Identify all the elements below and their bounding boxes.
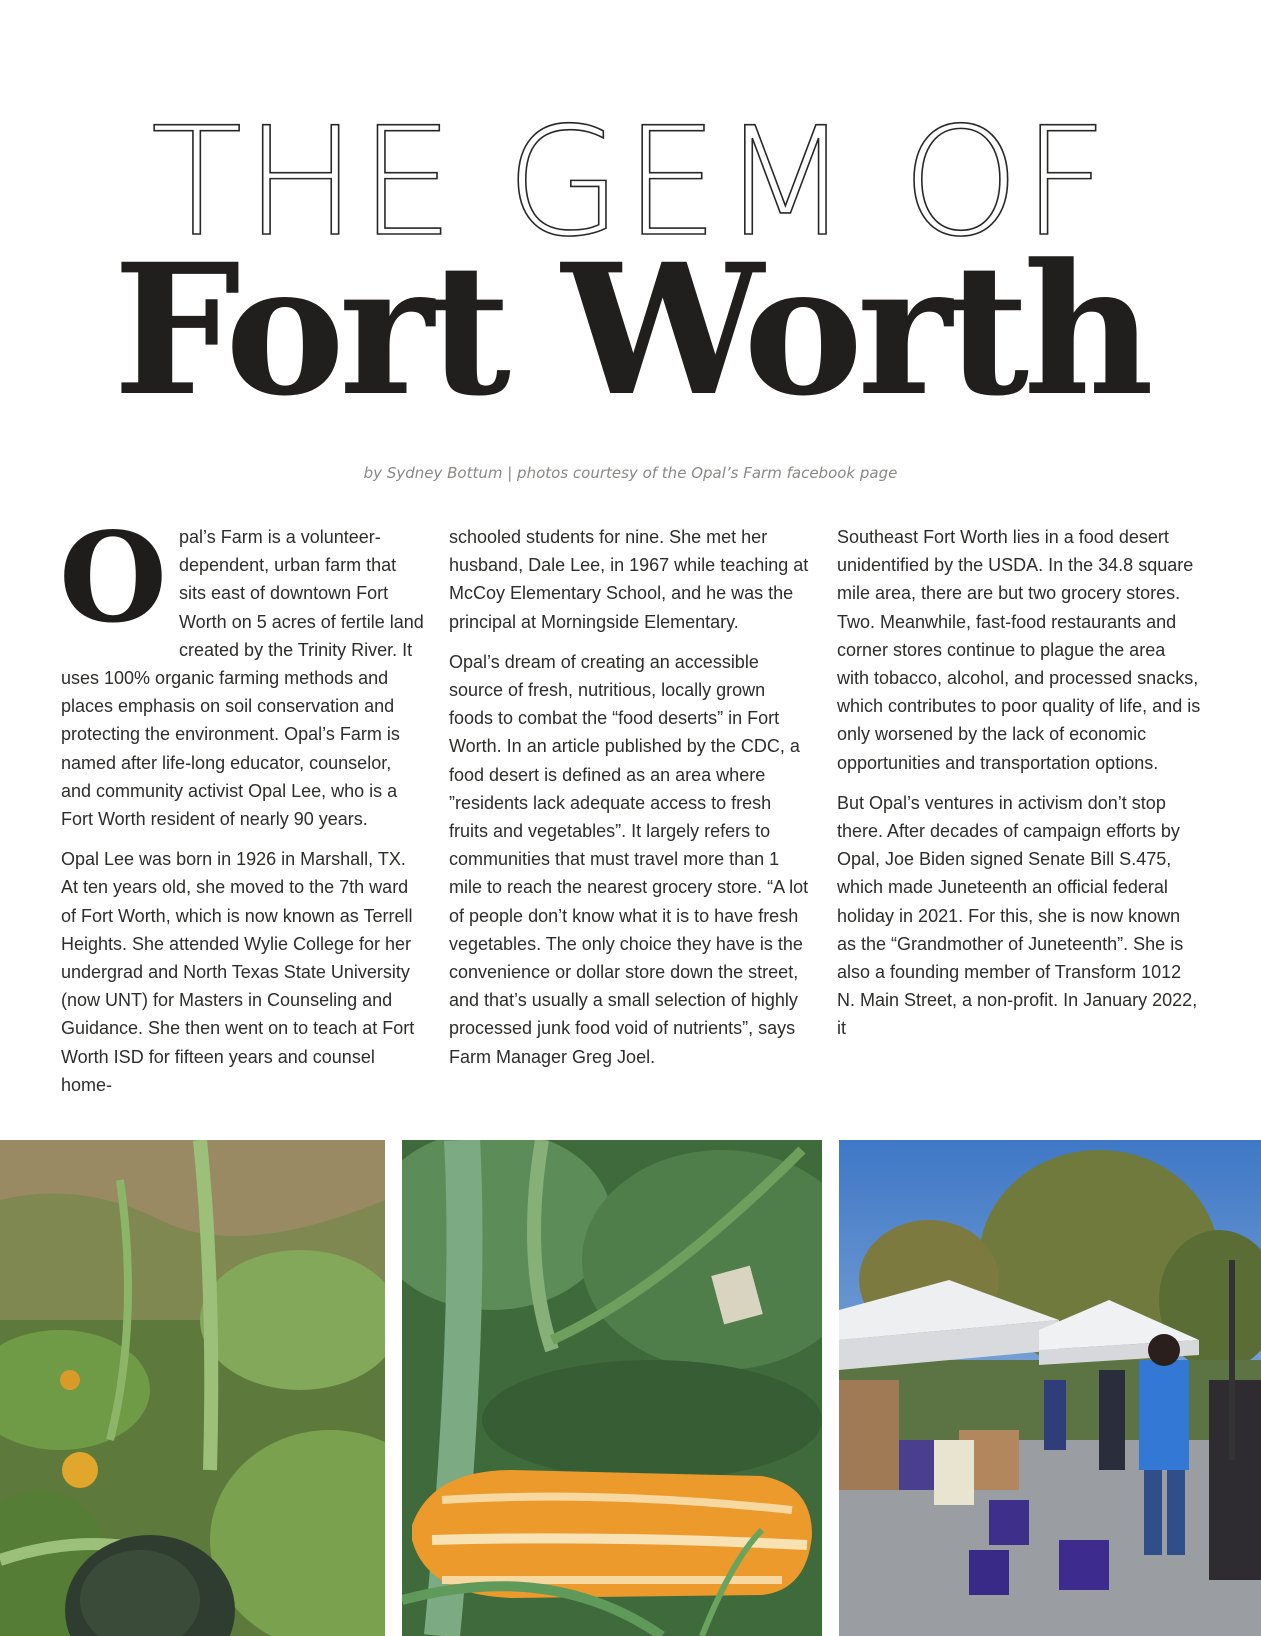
column-2-paragraph-1: schooled students for nine. She met her husband, Dale Lee, in 1967 while teaching at McCoy Elementary School, and he was the principal at Morningside Elementary. xyxy=(449,527,809,632)
page-title-line1: THE GEM OF xyxy=(150,96,1111,270)
column-3-paragraph-1: Southeast Fort Worth lies in a food desert unidentified by the USDA. In the 34.8 square mile area, there are but two grocery stores. Two. Meanwhile, fast-food restaurants and corner stores continue to plague the area with tobacco, alcohol, and processed snacks, which contributes to poor quality of life, and is only worsened by the lack of economic opportunities and transportation options. xyxy=(837,527,1201,773)
photo-orange-squash xyxy=(402,1140,822,1636)
byline: by Sydney Bottum | photos courtesy of the Opal’s Farm facebook page xyxy=(363,464,898,482)
article-column-3 xyxy=(837,523,1202,1055)
column-1-paragraph-1 xyxy=(59,506,426,833)
drop-cap: O xyxy=(59,506,168,651)
page-title-line2: Fort Worth xyxy=(112,225,1149,436)
article-column-2 xyxy=(449,523,814,1083)
column-2-paragraph-2: Opal’s dream of creating an accessible source of fresh, nutritious, locally grown foods to combat the “food deserts” in Fort Worth. In an article published by the CDC, a food desert is defined as an area where ”residents lack adequate access to fresh fruits and vegetables”. It largely refers to communities that must travel more than 1 mile to reach the nearest grocery store. “A lot of people don’t know what it is to have fresh vegetables. The only choice they have is the convenience or dollar store down the street, and that’s usually a small selection of highly processed junk food void of nutrients”, says Farm Manager Greg Joel. xyxy=(449,651,809,1067)
photo-food-distribution xyxy=(839,1140,1261,1636)
paragraph-text: pal’s Farm is a volunteer-dependent, urban farm that sits east of downtown Fort Worth on 5 acres of fertile land created by the Trinity River. It uses 100% organic farming methods and places emphasis on soil conservation and protecting the environment. Opal’s Farm is named after life-long educator, counselor, and community activist Opal Lee, who is a Fort Worth resident of nearly 90 years. xyxy=(61,527,424,830)
column-3-paragraph-2: But Opal’s ventures in activism don’t stop there. After decades of campaign efforts by Opal, Joe Biden signed Senate Bill S.475, which made Juneteenth an official federal holiday in 2021. For this, she is now known as the “Grandmother of Juneteenth”. She is also a founding member of Transform 1012 N. Main Street, a non-profit. In January 2022, it xyxy=(837,792,1198,1039)
column-1-paragraph-2: Opal Lee was born in 1926 in Marshall, TX. At ten years old, she moved to the 7th ward of Fort Worth, which is now known as Terrell Heights. She attended Wylie College for her undergrad and North Texas State University (now UNT) for Masters in Counseling and Guidance. She then went on to teach at Fort Worth ISD for fifteen years and counsel home- xyxy=(61,849,415,1095)
photo-squash-plant xyxy=(0,1140,385,1636)
article-column-1 xyxy=(59,506,426,1111)
